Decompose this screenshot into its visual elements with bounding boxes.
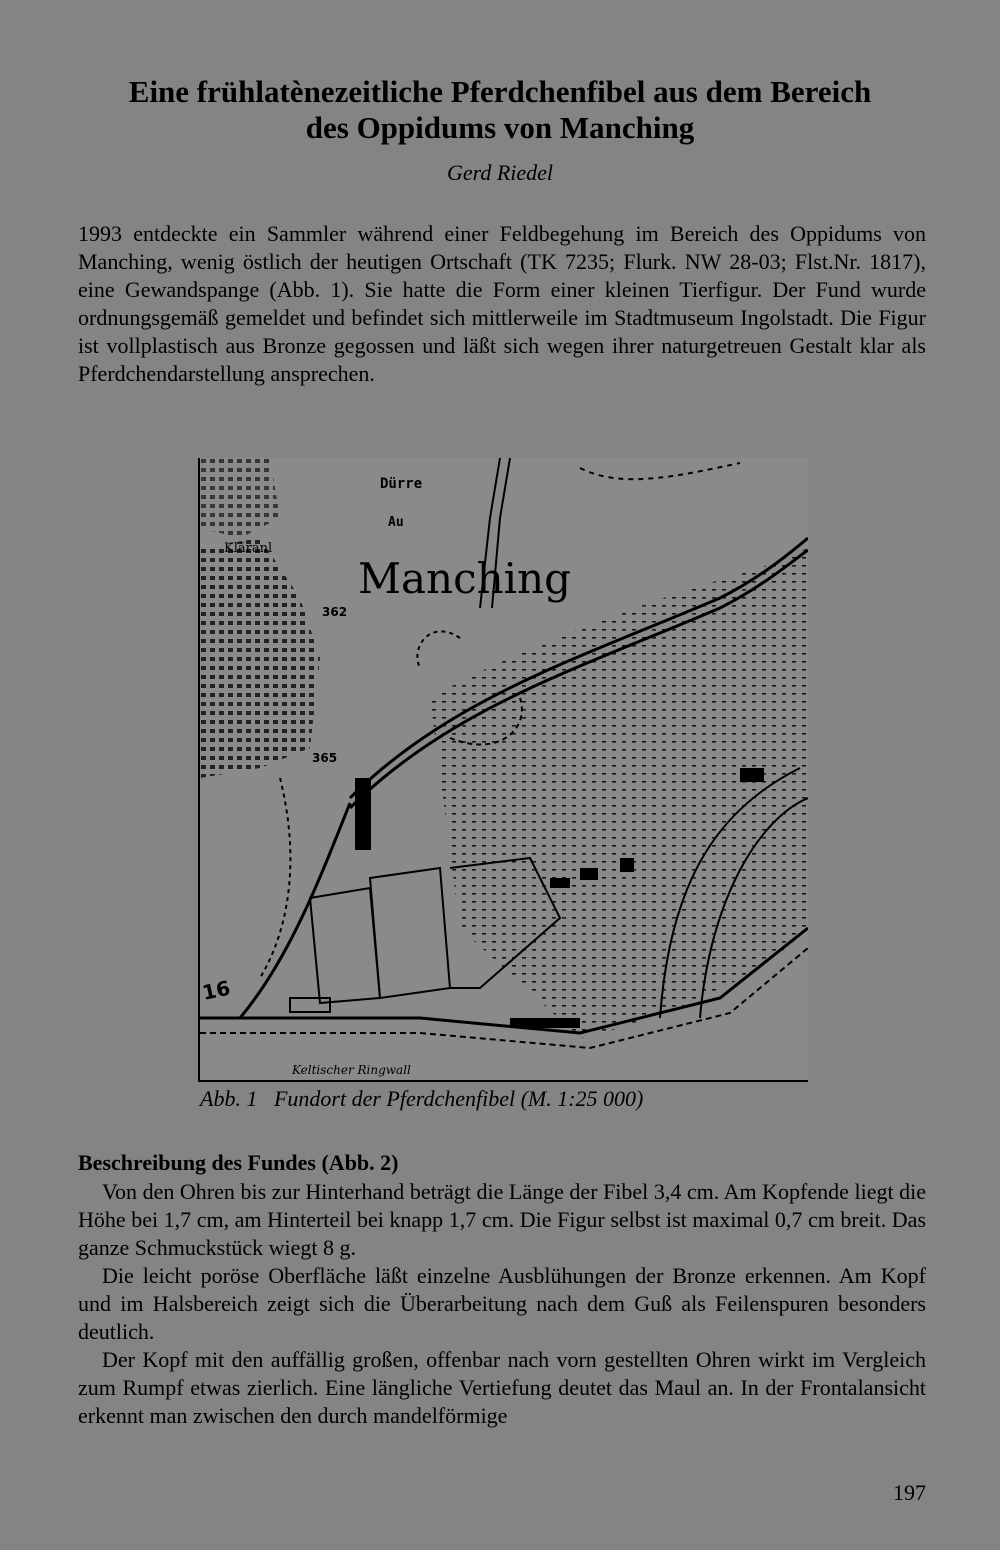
map-label-klaranl: Kläranl [224, 541, 273, 556]
caption-label: Abb. 1 [200, 1086, 258, 1111]
map-figure [198, 458, 808, 1082]
figure-caption [200, 1086, 643, 1112]
section-heading: Beschreibung des Fundes (Abb. 2) [78, 1150, 399, 1175]
map-drawing [200, 458, 808, 1080]
map-label-bottom: Keltischer Ringwall [292, 1063, 411, 1077]
caption-text: Fundort der Pferdchenfibel (M. 1:25 000) [273, 1086, 644, 1111]
map-label-au: Au [388, 515, 404, 530]
map-label-durre: Dürre [380, 476, 423, 492]
section-paragraph-2: Die leicht poröse Oberfläche läßt einzelne Ausblühungen der Bronze erkennen. Am Kopf und im Halsbereich zeigt sich die Überarbeitung nach dem Guß als Feilenspuren besonders deutlich. [78, 1263, 926, 1344]
map-label-elev-362: 362 [322, 605, 348, 619]
map-label-town: Manching [358, 554, 572, 603]
section-paragraph-1: Von den Ohren bis zur Hinterhand beträgt die Länge der Fibel 3,4 cm. Am Kopfende liegt die Höhe bei 1,7 cm, am Hinterteil bei knapp 1,7 cm. Die Figur selbst ist maximal 0,7 cm breit. Das ganze Schmuckstück wiegt 8 g. [78, 1179, 926, 1260]
page-number: 197 [893, 1480, 926, 1505]
section-paragraph-3: Der Kopf mit den auffällig großen, offenbar nach vorn gestellten Ohren wirkt im Vergleich zum Rumpf etwas zierlich. Eine längliche Vertiefung deutet das Maul an. In der Frontalansicht erkennt man zwischen den durch mandelförmige [78, 1347, 926, 1428]
map-label-road: 16 [200, 975, 233, 1005]
intro-paragraph: 1993 entdeckte ein Sammler während einer Feldbegehung im Bereich des Oppidums von Manching, wenig östlich der heutigen Ortschaft (TK 7235; Flurk. NW 28-03; Flst.Nr. 1817), eine Gewandspange (Abb. 1). Sie hatte die Form einer kleinen Tierfigur. Der Fund wurde ordnungsgemäß gemeldet und befindet sich mittlerweile im Stadtmuseum Ingolstadt. Die Figur ist vollplastisch aus Bronze gegossen und läßt sich wegen ihrer naturgetreuen Gestalt klar als Pferdchendarstellung ansprechen. [78, 221, 926, 386]
map-label-elev-365: 365 [312, 751, 338, 765]
author-name: Gerd Riedel [446, 160, 554, 185]
title-line-2: des Oppidums von Manching [305, 110, 695, 145]
article-title [60, 74, 940, 146]
title-line-1: Eine frühlatènezeitliche Pferdchenfibel aus dem Bereich [128, 74, 872, 109]
